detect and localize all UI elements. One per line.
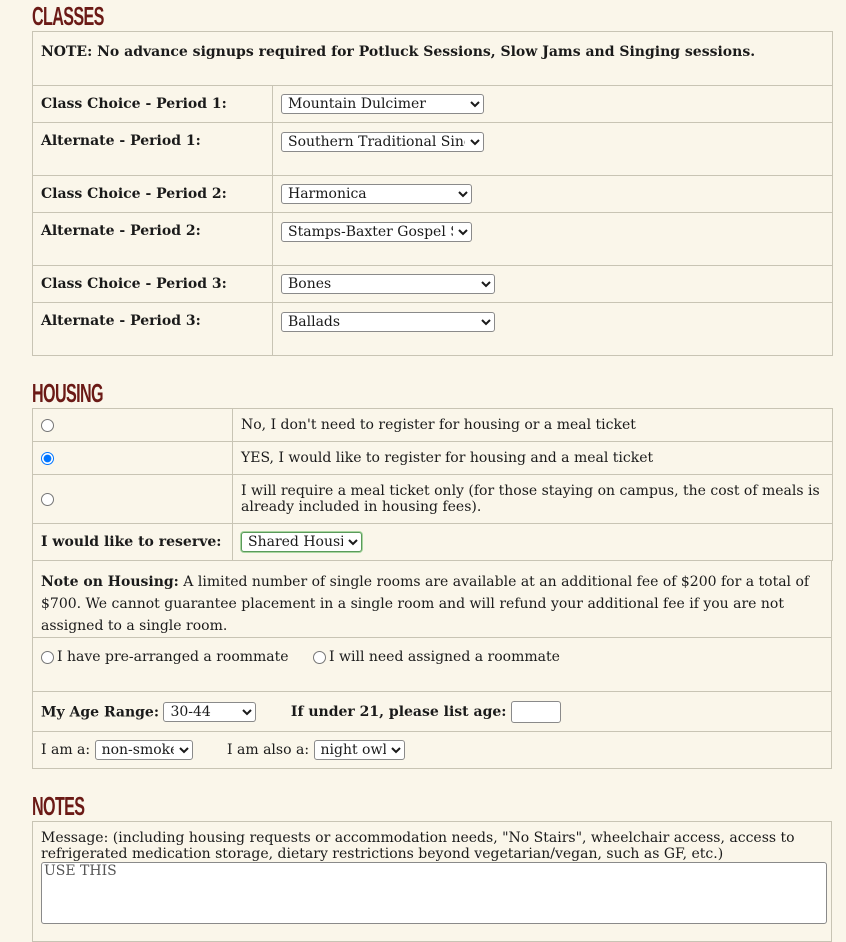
alternate-1-select[interactable] [281, 132, 484, 152]
class-choice-3-label: Class Choice - Period 3: [33, 266, 273, 303]
housing-option-no-label: No, I don't need to register for housing or a meal ticket [233, 409, 833, 442]
alternate-3-select[interactable] [281, 312, 495, 332]
lifestyle-row [33, 732, 832, 769]
roommate-prearranged-radio[interactable] [41, 651, 54, 664]
under21-age-input[interactable] [511, 701, 561, 723]
housing-heading: HOUSING [32, 378, 103, 408]
classes-table [32, 31, 833, 356]
classes-note: NOTE: No advance signups required for Potluck Sessions, Slow Jams and Singing sessions. [33, 32, 833, 86]
age-range-select[interactable] [163, 702, 256, 722]
reserve-select[interactable] [241, 532, 362, 552]
sleep-label: I am also a: [227, 742, 310, 758]
age-row [33, 692, 832, 732]
housing-option-yes-label: YES, I would like to register for housing and a meal ticket [233, 442, 833, 475]
housing-details-table [32, 560, 832, 769]
housing-option-meal-label: I will require a meal ticket only (for those staying on campus, the cost of meals is already included in housing fees). [233, 475, 833, 524]
housing-note-text: A limited number of single rooms are available at an additional fee of $200 for a total of $700. We cannot guarantee placement in a single room and will refund your additional fee if you are not assigned to a single room. [41, 574, 810, 634]
smoker-label: I am a: [41, 742, 91, 758]
housing-option-yes-radio[interactable] [41, 452, 54, 465]
under21-label: If under 21, please list age: [290, 704, 507, 720]
notes-heading: NOTES [32, 791, 85, 821]
message-label: Message: (including housing requests or accommodation needs, "No Stairs", wheelchair access, access to refrigerated medication storage, dietary restrictions beyond vegetarian/vegan, such as GF, etc.) [33, 822, 832, 942]
housing-options-table [32, 408, 833, 561]
roommate-assigned-radio[interactable] [313, 651, 326, 664]
message-textarea[interactable] [41, 862, 827, 924]
class-choice-3-select[interactable] [281, 274, 495, 294]
classes-heading: CLASSES [32, 1, 104, 31]
housing-note [33, 561, 832, 638]
alternate-2-label: Alternate - Period 2: [33, 213, 273, 266]
roommate-prearranged-label: I have pre-arranged a roommate [57, 649, 289, 665]
class-choice-1-select[interactable] [281, 94, 484, 114]
housing-option-meal-radio[interactable] [41, 493, 54, 506]
roommate-assigned-label: I will need assigned a roommate [329, 649, 560, 665]
alternate-1-label: Alternate - Period 1: [33, 123, 273, 176]
age-range-label: My Age Range: [41, 704, 160, 720]
sleep-select[interactable] [314, 740, 405, 760]
class-choice-2-label: Class Choice - Period 2: [33, 176, 273, 213]
alternate-3-label: Alternate - Period 3: [33, 303, 273, 356]
class-choice-2-select[interactable] [281, 184, 472, 204]
class-choice-1-label: Class Choice - Period 1: [33, 86, 273, 123]
smoker-select[interactable] [95, 740, 193, 760]
reserve-label: I would like to reserve: [33, 524, 233, 561]
alternate-2-select[interactable] [281, 222, 472, 242]
housing-note-label: Note on Housing: [41, 574, 179, 590]
roommate-row [33, 638, 832, 692]
housing-option-no-radio[interactable] [41, 419, 54, 432]
